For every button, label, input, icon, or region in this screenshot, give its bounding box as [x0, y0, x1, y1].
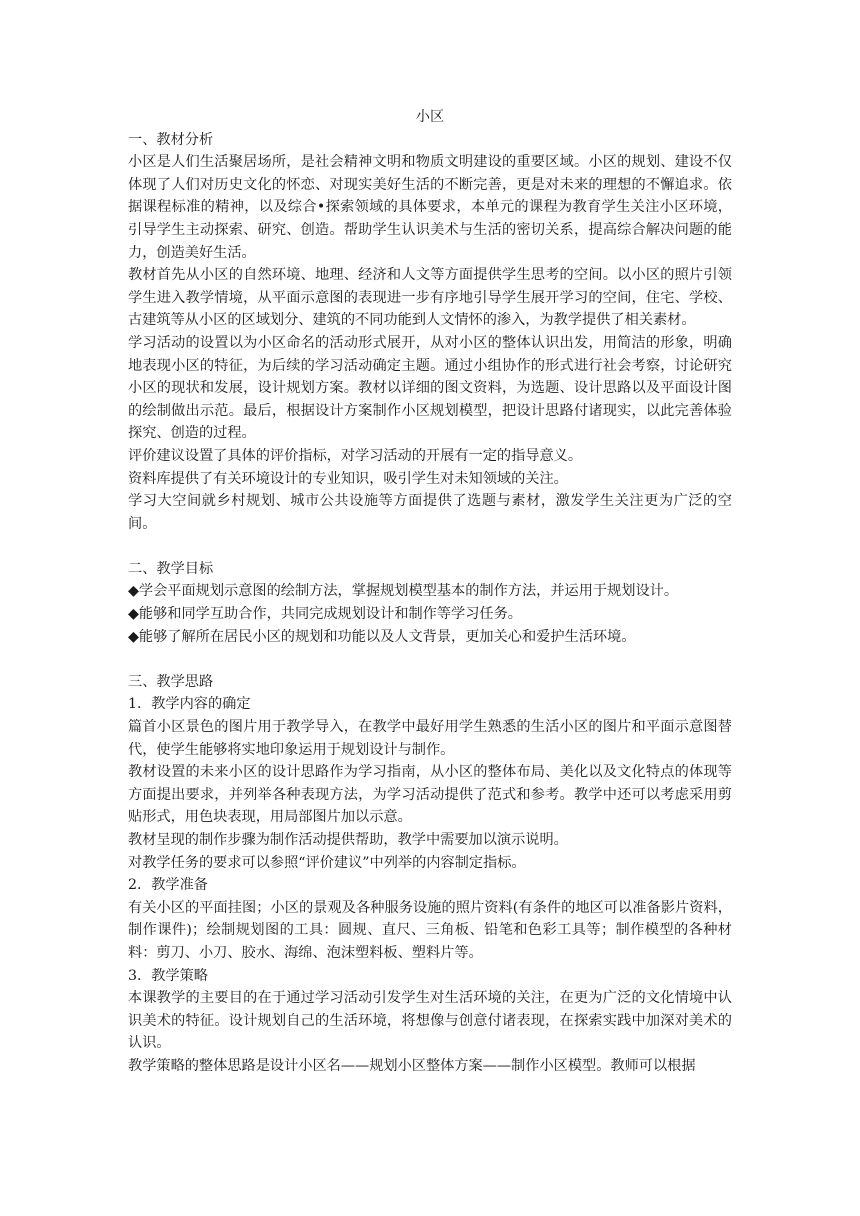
paragraph: 学习大空间就乡村规划、城市公共设施等方面提供了选题与素材，激发学生关注更为广泛的空间。: [128, 493, 732, 532]
paragraph: 篇首小区景色的图片用于教学导入，在教学中最好用学生熟悉的生活小区的图片和平面示意图替代，使学生能够将实地印象运用于规划设计与制作。: [128, 719, 732, 758]
section-heading-goals: 二、教学目标: [128, 560, 214, 577]
goal-item: ◆学会平面规划示意图的绘制方法，掌握规划模型基本的制作方法，并运用于规划设计。: [128, 583, 679, 600]
paragraph: 对教学任务的要求可以参照“评价建议”中列举的内容制定指标。: [128, 854, 526, 871]
goal-item: ◆能够了解所在居民小区的规划和功能以及人文背景，更加关心和爱护生活环境。: [128, 628, 636, 645]
section-heading-approach: 三、教学思路: [128, 673, 214, 690]
subsection-heading-content: 1．教学内容的确定: [128, 696, 251, 713]
paragraph: 小区是人们生活聚居场所，是社会精神文明和物质文明建设的重要区域。小区的规划、建设不仅体现了人们对历史文化的怀恋、对现实美好生活的不断完善，更是对未来的理想的不懈追求。依据课程标准的精神，以及综合•探索领域的具体要求，本单元的课程为教育学生关注小区环境，引导学生主动探索、研究、创造。帮助学生认识美术与生活的密切关系，提高综合解决问题的能力，创造美好生活。: [128, 154, 732, 261]
paragraph: 教学策略的整体思路是设计小区名——规划小区整体方案——制作小区模型。教师可以根据: [128, 1057, 696, 1074]
subsection-heading-preparation: 2．教学准备: [128, 877, 208, 894]
paragraph: 资料库提供了有关环境设计的专业知识，吸引学生对未知领域的关注。: [128, 470, 568, 487]
paragraph: 教材设置的未来小区的设计思路作为学习指南，从小区的整体布局、美化以及文化特点的体现等方面提出要求，并列举各种表现方法，为学习活动提供了范式和参考。教学中还可以考虑采用剪贴形式，用色块表现，用局部图片加以示意。: [128, 764, 732, 826]
paragraph: 有关小区的平面挂图；小区的景观及各种服务设施的照片资料(有条件的地区可以准备影片资料，制作课件)；绘制规划图的工具：圆规、直尺、三角板、铅笔和色彩工具等；制作模型的各种材料：剪刀、小刀、胶水、海绵、泡沫塑料板、塑料片等。: [128, 899, 732, 961]
paragraph: 本课教学的主要目的在于通过学习活动引发学生对生活环境的关注，在更为广泛的文化情境中认识美术的特征。设计规划自己的生活环境，将想像与创意付诸表现，在探索实践中加深对美术的认识。: [128, 990, 732, 1052]
goal-item: ◆能够和同学互助合作，共同完成规划设计和制作等学习任务。: [128, 606, 522, 623]
paragraph: 教材首先从小区的自然环境、地理、经济和人文等方面提供学生思考的空间。以小区的照片引领学生进入教学情境，从平面示意图的表现进一步有序地引导学生展开学习的空间，住宅、学校、古建筑等从小区的区域划分、建筑的不同功能到人文情怀的渗入，为教学提供了相关素材。: [128, 267, 732, 329]
document-title: 小区: [415, 109, 445, 125]
section-heading-materials: 一、教材分析: [128, 131, 214, 148]
blank-line: [128, 535, 732, 558]
document-page: [128, 106, 732, 1078]
paragraph: 教材呈现的制作步骤为制作活动提供帮助，教学中需要加以演示说明。: [128, 832, 568, 848]
paragraph: 评价建议设置了具体的评价指标，对学习活动的开展有一定的指导意义。: [128, 447, 583, 464]
blank-line: [128, 648, 732, 671]
paragraph: 学习活动的设置以为小区命名的活动形式展开，从对小区的整体认识出发，用简洁的形象，明确地表现小区的特征，为后续的学习活动确定主题。通过小组协作的形式进行社会考察，讨论研究小区的现状和发展，设计规划方案。教材以详细的图文资料，为选题、设计思路以及平面设计图的绘制做出示范。最后，根据设计方案制作小区规划模型，把设计思路付诸现实，以此完善体验探究、创造的过程。: [128, 334, 732, 442]
subsection-heading-strategy: 3．教学策略: [128, 967, 208, 984]
